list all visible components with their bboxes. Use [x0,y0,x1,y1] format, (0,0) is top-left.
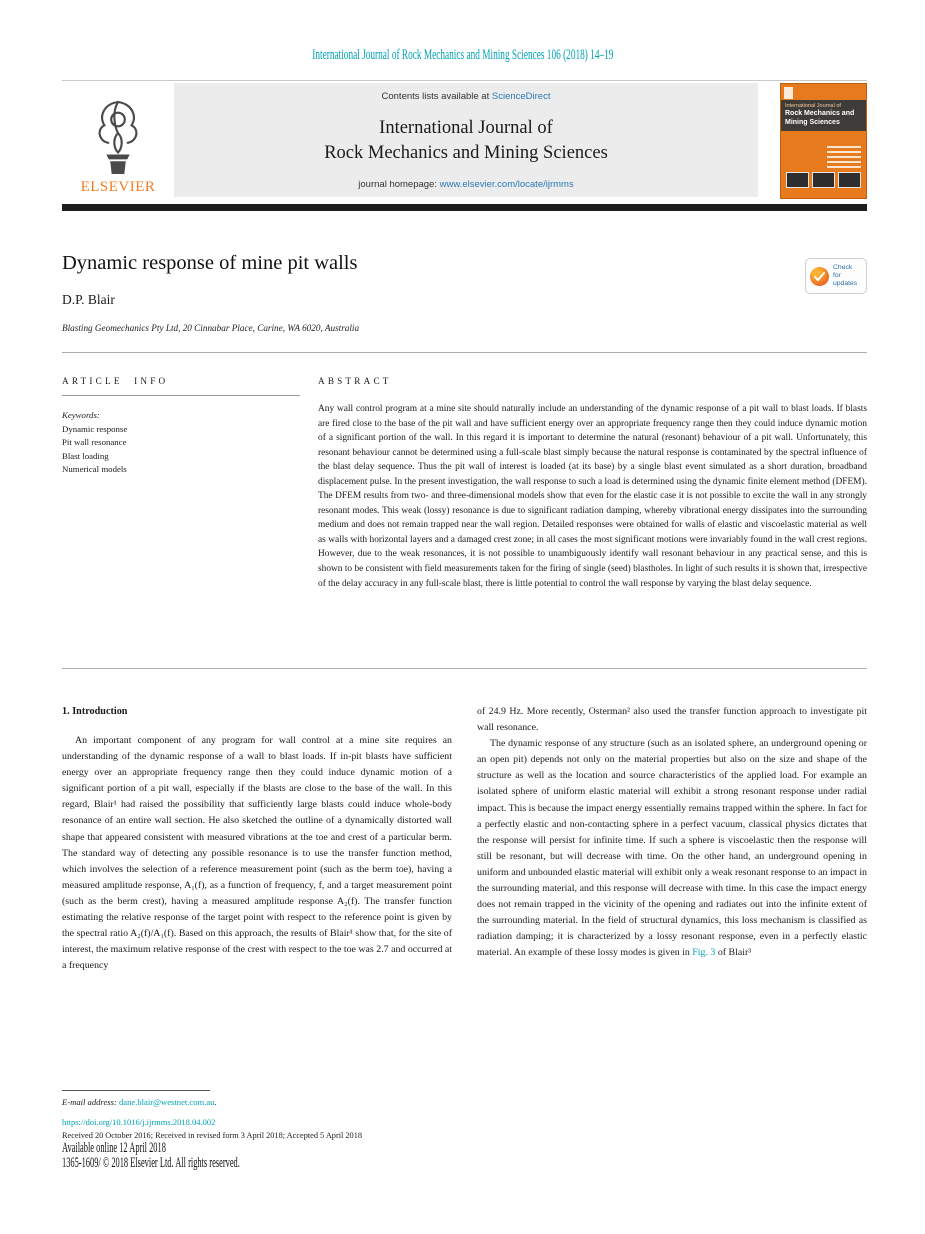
article-info-rule [62,395,300,396]
elsevier-tree-icon [83,96,153,178]
intro-paragraph-2: of 24.9 Hz. More recently, Osterman² also used the transfer function approach to investigate pit wall resonance. [477,706,867,734]
abstract-heading: ABSTRACT [318,376,392,386]
paragraph-text: of Blair³ [715,947,752,959]
header-row [62,81,867,197]
keyword-item: Pit wall resonance [62,437,127,447]
elsevier-logo[interactable] [62,83,174,197]
cover-image-thumbnails [786,172,861,188]
section-divider [62,668,867,669]
journal-title-line1: International Journal of [379,117,553,138]
footnotes [62,1090,867,1171]
fig3-link[interactable]: Fig. 3 [692,947,716,959]
author-name: D.P. Blair [62,292,115,307]
cover-title-line: Rock Mechanics and [785,110,855,117]
homepage-line [184,179,748,190]
abstract-column [318,366,867,591]
homepage-label: journal homepage: [358,179,437,190]
crossmark-icon [810,267,829,286]
received-dates: Received 20 October 2016; Received in revised form 3 April 2018; Accepted 5 April 2018 [62,1131,362,1140]
article-title: Dynamic response of mine pit walls [62,252,358,274]
available-online-line [62,1141,867,1156]
abstract-text: Any wall control program at a mine site should naturally include an understanding of the dynamic response of a pit wall to blast loads. If blasts are fired close to the base of the pit wall and have sufficient energy over an appropriate frequency range then they could induce dynamic motion of a significant portion of the wall. In this regard it is important to determine the natural (resonant) behaviour of a pit wall. Unfortunately, this resonant behaviour cannot be determined using a full-scale blast simply because the natural response is contaminated by the spectral influence of the blast delay sequence. Thus the pit wall of interest is loaded (at its base) by a single blast event simulated as a short duration, broadband displacement pulse. In the present investigation, the wall response to such a load is determined using the dynamic finite element method (DFEM). The DFEM results from two- and three-dimensional models show that even for the elastic case it is not possible to excite the wall in any strongly resonant modes. This weak (lossy) resonance is due to significant radiation damping, whereby vibrational energy dissipates into the surrounding medium and does not remain trapped near the wall region. Detailed responses were obtained for walls of elastic and viscoelastic material as well as walls with horizontal layers and a damaged crest zone; in all cases the most significant motions were invariably found in the wall crest regions. However, due to the weak resonances, it is not possible to unambiguously identify wall resonant behaviour in any practical sense, and this is shown to be consistent with field measurements taken for the firing of single (seed) blastholes. In light of such results it is shown that, irrespective of the delay accuracy in any full-scale blast, there is little potential to control the wall response by varying the blast delay sequence. [318,404,867,589]
section-divider [62,352,867,353]
body-column-right [477,704,867,974]
sciencedirect-link[interactable]: ScienceDirect [491,91,551,102]
check-for-updates-badge[interactable] [805,258,867,294]
cover-title-small: International Journal of [785,103,841,109]
journal-banner [174,83,758,197]
issn-copyright-line [62,1156,867,1171]
journal-title [184,116,748,166]
elsevier-wordmark: ELSEVIER [80,179,156,195]
intro-paragraph-3 [477,736,867,961]
cover-text-lines [827,146,861,168]
article-info-column [62,366,300,591]
body-column-left [62,704,452,974]
doi-line [62,1117,867,1127]
intro-paragraph-1: An important component of any program for wall control at a mine site requires an understanding of the dynamic response of a wall to blast loads. If in-pit blasts have sufficient energy over an appropriate frequency range then they could induce dynamic motion of a significant portion of a pit wall, especially if the blasts are close to the base of the wall. In this regard, Blair¹ had raised the possibility that sufficiently large blasts could induce whole-body resonance of an entire wall section. He also sketched the outline of a dynamically distorted wall shape that appeared consistent with measured vibrations at the toe and crest of a particular berm. The standard way of detecting any possible resonance is to use the transfer function method, which involves the selection of a reference measurement point (such as the berm toe), having a measured amplitude response, A₁(f), as a function of frequency, f, and a target measurement point (such as the berm crest), having a measured amplitude response A₂(f). The transfer function estimating the relative response of the target point with respect to the reference point is given by the spectral ratio A₂(f)/A₁(f). Based on this approach, the results of Blair¹ show that, for the site of interest, the maximum relative response of the crest with respect to the toe was 2.7 and occurred at a frequency [62,735,452,972]
journal-citation-text: International Journal of Rock Mechanics and Mining Sciences 106 (2018) 14–19 [311,47,614,63]
cover-title-line: Mining Sciences [785,118,840,126]
email-footnote [62,1097,867,1107]
keyword-item: Numerical models [62,464,127,474]
doi-link[interactable]: https://doi.org/10.1016/j.ijrmms.2018.04.002 [62,1117,216,1127]
footnote-rule [62,1090,210,1091]
header-black-bar [62,204,867,211]
email-suffix: . [214,1097,217,1107]
column-gap [300,366,318,591]
cover-elsevier-mini-logo [784,87,793,99]
journal-citation [0,46,925,64]
contents-text: Contents lists available at [381,91,490,102]
paragraph-text: The dynamic response of any structure (such as an isolated sphere, an underground opening or an open pit) depends not only on the material properties but also on the size and shape of the structure as well as the location and source characteristics of the applied load. For example an isolated sphere of uniform elastic material will exhibit a strong resonant response under radial impact. This is because the impact energy essentially remains trapped within the sphere. In fact for a perfectly elastic and non-contacting sphere in a perfect vacuum, classical physics dictates that the response will persist for infinite time. If such a sphere is viscoelastic then the response will still be resonant, but will decrease with time. On the other hand, an underground opening in uniform and unbounded elastic material will exhibit only a weak resonant response to an impact in the surrounding material, and this response will decrease with time. In this case the impact energy does not remain trapped in the vicinity of the opening and radiates out into the infinite extent of the surrounding material. In the field of structural dynamics, this loss mechanism is classified as radiation damping; it is characterized by a lossy resonant response, even in a perfectly elastic material. An example of these lossy modes is given in [477,738,867,959]
cover-title-band [781,100,866,131]
contents-line [184,91,748,102]
keyword-item: Blast loading [62,450,109,461]
keywords-label: Keywords: [62,410,100,420]
section-heading-introduction: 1. Introduction [62,706,128,717]
homepage-link[interactable]: www.elsevier.com/locate/ijrmms [439,179,574,190]
journal-cover-thumbnail[interactable] [780,83,867,199]
article-body [62,704,867,974]
issn-copyright-text: 1365-1609/ © 2018 Elsevier Ltd. All rights reserved. [62,1155,240,1171]
keyword-item: Dynamic response [62,423,128,434]
email-link[interactable]: dane.blair@westnet.com.au [118,1097,215,1107]
available-online-text: Available online 12 April 2018 [62,1140,166,1156]
check-for-updates-text: Check for updates [833,264,858,287]
info-abstract-section [62,366,867,591]
author-affiliation: Blasting Geomechanics Pty Ltd, 20 Cinnabar Place, Carine, WA 6020, Australia [62,323,360,333]
keywords-block [62,409,300,477]
journal-header [62,80,867,197]
article-info-heading: ARTICLE INFO [62,376,169,386]
journal-title-line2: Rock Mechanics and Mining Sciences [324,142,608,163]
email-label: E-mail address: [62,1097,117,1107]
